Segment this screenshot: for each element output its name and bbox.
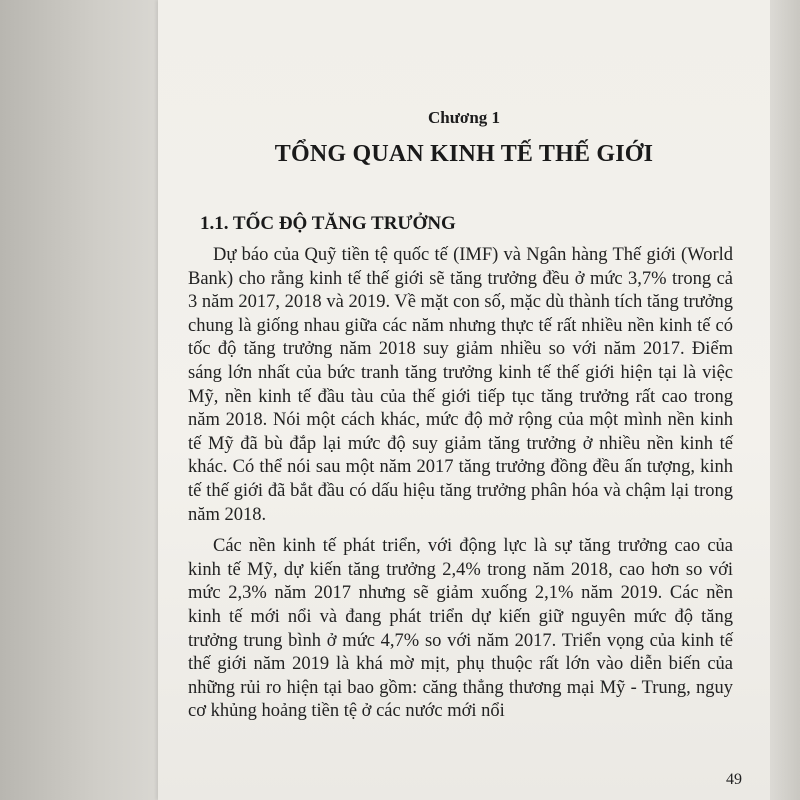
body-text bbox=[188, 244, 733, 724]
background-right bbox=[770, 0, 800, 800]
adjacent-page-edge-left bbox=[0, 0, 158, 800]
section-heading: 1.1. TỐC ĐỘ TĂNG TRƯỞNG bbox=[200, 213, 456, 234]
chapter-title: TỔNG QUAN KINH TẾ THẾ GIỚI bbox=[274, 141, 654, 167]
page-number: 49 bbox=[726, 771, 742, 788]
chapter-label: Chương 1 bbox=[427, 108, 501, 127]
paragraph-1: Dự báo của Quỹ tiền tệ quốc tế (IMF) và Ngân hàng Thế giới (World Bank) cho rằng kinh tế thế giới sẽ tăng trưởng đều ở mức 3,7% trong cả 3 năm 2017, 2018 và 2019. Về mặt con số, mặc dù thành tích tăng trưởng chung là giống nhau giữa các năm nhưng thực tế rất nhiều nền kinh tế có tốc độ tăng trưởng năm 2018 suy giảm nhiều so với năm 2017. Điểm sáng lớn nhất của bức tranh tăng trưởng kinh tế thế giới hiện tại là việc Mỹ, nền kinh tế đầu tàu của thế giới tiếp tục tăng trưởng rất cao trong năm 2018. Nói một cách khác, mức độ mở rộng của một mình nền kinh tế Mỹ đã bù đắp lại mức độ suy giảm tăng trưởng ở nhiều nền kinh tế khác. Có thể nói sau một năm 2017 tăng trưởng đồng đều ấn tượng, kinh tế thế giới đã bắt đầu có dấu hiệu tăng trưởng phân hóa và chậm lại trong năm 2018. bbox=[188, 245, 733, 525]
paragraph-2: Các nền kinh tế phát triển, với động lực là sự tăng trưởng cao của kinh tế Mỹ, dự kiến tăng trưởng 2,4% trong năm 2018, cao hơn so với mức 2,3% năm 2017 nhưng sẽ giảm xuống 2,1% năm 2019. Các nền kinh tế mới nổi và đang phát triển dự kiến giữ nguyên mức độ tăng trưởng trung bình ở mức 4,7% so với năm 2017. Triển vọng của kinh tế thế giới năm 2019 là khá mờ mịt, phụ thuộc rất lớn vào diễn biến của những rủi ro hiện tại bao gồm: căng thẳng thương mại Mỹ - Trung, nguy cơ khủng hoảng tiền tệ ở các nước mới nổi bbox=[188, 536, 733, 722]
book-page bbox=[158, 0, 770, 800]
